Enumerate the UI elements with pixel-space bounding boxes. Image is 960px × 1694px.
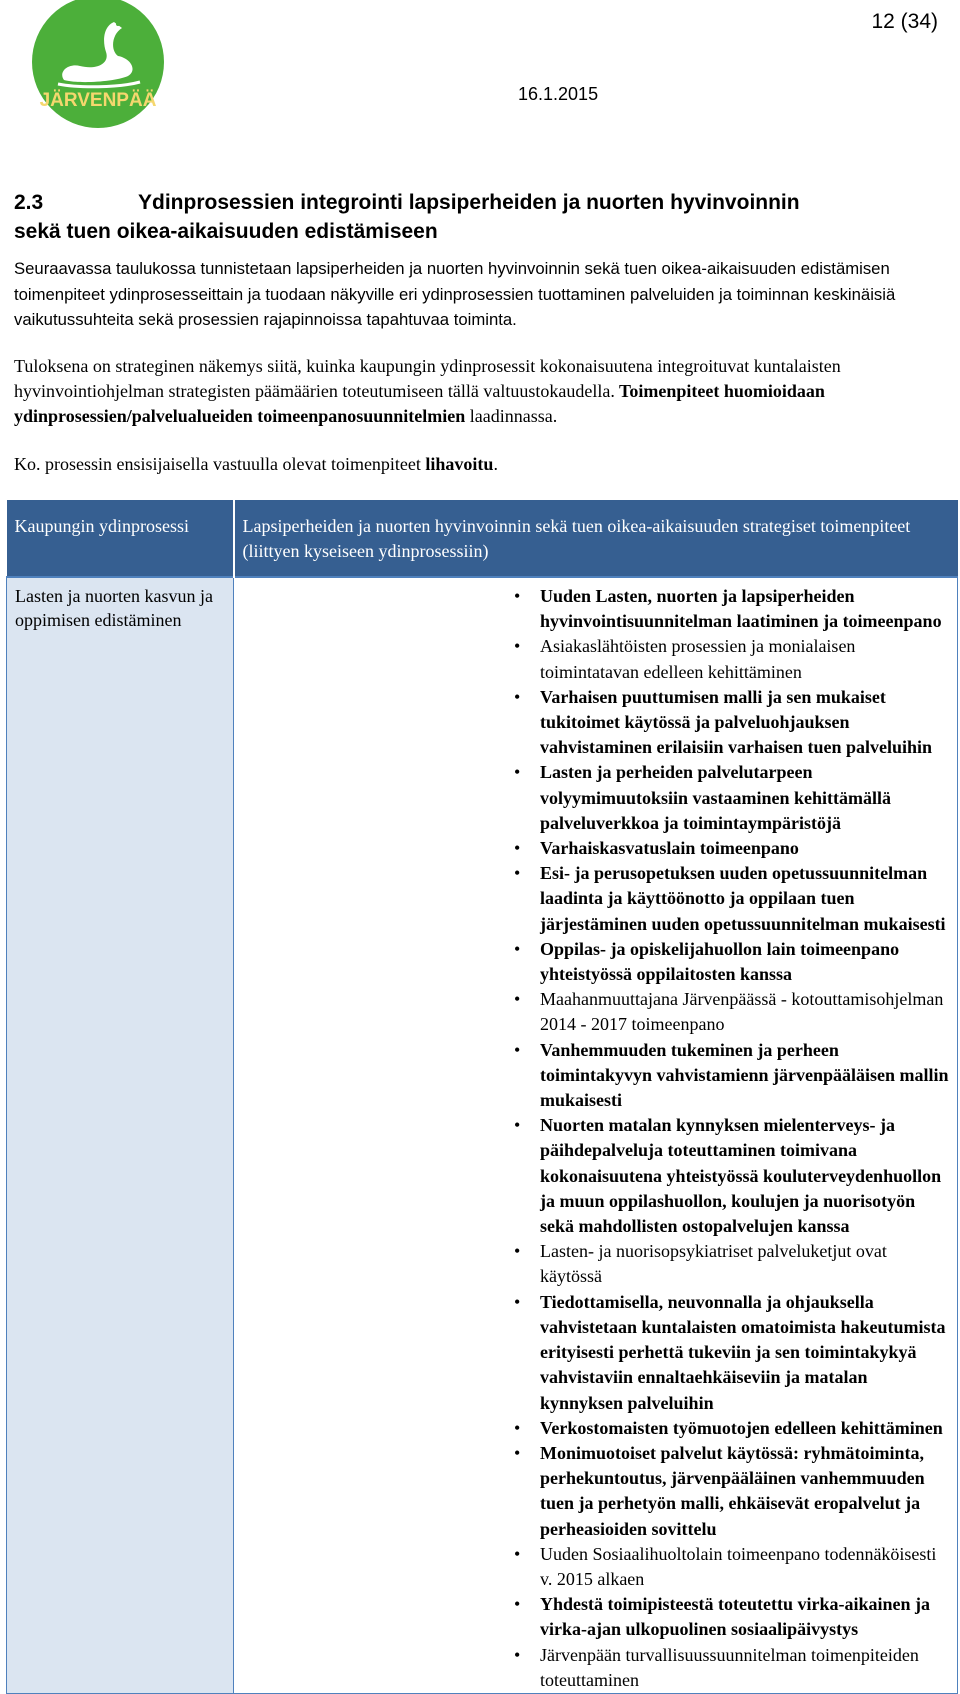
table-header-row — [7, 500, 958, 577]
bullet-icon: • — [514, 586, 521, 606]
list-item — [234, 937, 949, 987]
list-item — [234, 1643, 949, 1693]
bullet-icon: • — [514, 1543, 521, 1564]
note-text-end: . — [493, 454, 498, 474]
list-item-text: Vanhemmuuden tukeminen ja perheen toimintakyvyn vahvistamienn järvenpääläisen mallin mukaisesti — [540, 1039, 949, 1111]
list-item-text: Nuorten matalan kynnyksen mielenterveys- ja päihdepalveluja toteuttaminen toimivana kokonaisuutena yhteistyössä kouluterveydenhuollon ja muun oppilashuollon, koulujen ja nuorisotyön sekä mahdollisten ostopalvelujen kanssa — [540, 1115, 942, 1237]
list-item — [234, 987, 949, 1037]
process-name-cell: Lasten ja nuorten kasvun ja oppimisen edistäminen — [7, 577, 234, 1693]
list-item — [234, 1542, 949, 1592]
page-number: 12 (34) — [871, 10, 938, 33]
list-item-text: Oppilas- ja opiskelijahuollon lain toimeenpano yhteistyössä oppilaitosten kanssa — [540, 938, 900, 985]
section-number: 2.3 — [14, 191, 44, 214]
bullet-icon: • — [514, 1291, 521, 1312]
document-date: 16.1.2015 — [518, 84, 599, 104]
list-item-text: Lasten ja perheiden palvelutarpeen volyymimuutoksiin vastaaminen kehittämällä palveluverkkoa ja toimintaympäristöjä — [540, 762, 892, 833]
note-text-bold: lihavoitu — [425, 454, 494, 474]
list-item-text: Tiedottamisella, neuvonnalla ja ohjauksella vahvistetaan kuntalaisten omatoimista hakeutumista erityisesti perhettä tukeviin ja sen toimintakykyä vahvistaviin ennaltaehkäiseviin ja matalan kynnyksen palveluihin — [540, 1291, 946, 1413]
table-row — [7, 577, 958, 1693]
list-item-text: Uuden Lasten, nuorten ja lapsiperheiden hyvinvointisuunnitelman laatiminen ja toimeenpano — [540, 586, 942, 632]
list-item-text: Verkostomaisten työmuotojen edelleen kehittäminen — [540, 1417, 943, 1438]
bullet-icon: • — [514, 762, 521, 783]
list-item-text: Varhaiskasvatuslain toimeenpano — [540, 838, 799, 859]
list-item — [234, 861, 949, 937]
header-process: Kaupungin ydinprosessi — [7, 500, 234, 577]
bullet-icon: • — [514, 1594, 521, 1615]
list-item — [234, 1592, 949, 1642]
list-item-text: Yhdestä toimipisteestä toteutettu virka-aikainen ja virka-ajan ulkopuolinen sosiaalipäivystys — [540, 1594, 930, 1640]
list-item-text: Varhaisen puuttumisen malli ja sen mukaiset tukitoimet käytössä ja palveluohjauksen vahvistaminen erilaisiin varhaisen tuen palveluihin — [540, 686, 933, 758]
list-item — [234, 1441, 949, 1542]
actions-cell — [234, 577, 958, 1693]
logo-wordmark: JÄRVENPÄÄ — [39, 90, 157, 111]
result-text: Tuloksena on strateginen näkemys siitä, kuinka kaupungin ydinprosessit kokonaisuutena integroituvat kuntalaisten hyvinvointiohjelman strategisten päämäärien toteutumiseen tällä valtuustokaudella. — [14, 356, 841, 401]
note-text: Ko. prosessin ensisijaisella vastuulla olevat toimenpiteet — [14, 454, 426, 474]
bullet-icon: • — [514, 636, 521, 657]
list-item-text: Lasten- ja nuorisopsykiatriset palveluketjut ovat käytössä — [540, 1241, 887, 1287]
result-text-end: laadinnassa. — [465, 406, 558, 426]
bullet-icon: • — [514, 1241, 521, 1262]
bullet-icon: • — [514, 838, 521, 859]
note-paragraph — [14, 452, 944, 477]
list-item-text: Järvenpään turvallisuussuunnitelman toimenpiteiden toteuttaminen — [540, 1644, 919, 1690]
intro-paragraph: Seuraavassa taulukossa tunnistetaan lapsiperheiden ja nuorten hyvinvoinnin sekä tuen oikea-aikaisuuden edistämisen toimenpiteet ydinprosesseittain ja tuodaan näkyville eri ydinprosessien tuottaminen palveluiden ja toiminnan keskinäisiä vaikutussuhteita sekä prosessien rajapinnoissa tapahtuvaa toiminta. — [14, 259, 896, 329]
list-item-text: Uuden Sosiaalihuoltolain toimeenpano todennäköisesti v. 2015 alkaen — [540, 1543, 937, 1589]
bullet-icon: • — [514, 1644, 521, 1665]
bullet-icon: • — [514, 989, 521, 1010]
list-item — [234, 634, 949, 684]
list-item — [234, 685, 949, 761]
process-table — [6, 500, 958, 1694]
list-item-text: Asiakaslähtöisten prosessien ja monialaisen toimintatavan edelleen kehittäminen — [540, 636, 856, 682]
list-item — [234, 584, 949, 634]
bullet-icon: • — [514, 1115, 521, 1136]
list-item — [234, 760, 949, 836]
result-text-bold: Toimenpiteet huomioidaan ydinprosessien/palvelualueiden — [14, 381, 825, 426]
section-heading — [14, 188, 934, 246]
section-title-line1: Ydinprosessien integrointi lapsiperheiden ja nuorten hyvinvoinnin — [138, 191, 800, 214]
header-actions: Lapsiperheiden ja nuorten hyvinvoinnin sekä tuen oikea-aikaisuuden strategiset toimenpiteet (liittyen kyseiseen ydinprosessiin) — [234, 500, 958, 577]
bullet-icon: • — [514, 1417, 521, 1438]
list-item-text: Esi- ja perusopetuksen uuden opetussuunnitelman laadinta ja käyttöönotto ja oppilaan tuen järjestäminen uuden opetussuunnitelman mukaisesti — [540, 863, 946, 934]
list-item-text: Monimuotoiset palvelut käytössä: ryhmätoiminta, perhekuntoutus, järvenpääläinen vanhemmuuden tuen ja perhetyön malli, ehkäisevät eropalvelut ja perheasioiden sovittelu — [540, 1442, 925, 1539]
actions-list — [234, 584, 949, 1693]
bullet-icon: • — [514, 938, 521, 959]
list-item — [234, 1239, 949, 1289]
list-item-text: Maahanmuuttajana Järvenpäässä - kotouttamisohjelman 2014 - 2017 toimeenpano — [540, 989, 944, 1035]
section-title-line2: sekä tuen oikea-aikaisuuden edistämiseen — [14, 220, 438, 243]
bullet-icon: • — [514, 1039, 521, 1060]
list-item — [234, 1416, 949, 1441]
list-item — [234, 836, 949, 861]
result-paragraph — [14, 354, 944, 429]
bullet-icon: • — [514, 863, 521, 884]
list-item — [234, 1113, 949, 1239]
list-item — [234, 1038, 949, 1114]
bullet-icon: • — [514, 1442, 521, 1463]
jarvenpaa-logo — [18, 0, 178, 128]
list-item — [234, 1290, 949, 1416]
result-text-emphasis: toimeenpanosuunnitelmien — [257, 406, 466, 426]
bullet-icon: • — [514, 686, 521, 707]
